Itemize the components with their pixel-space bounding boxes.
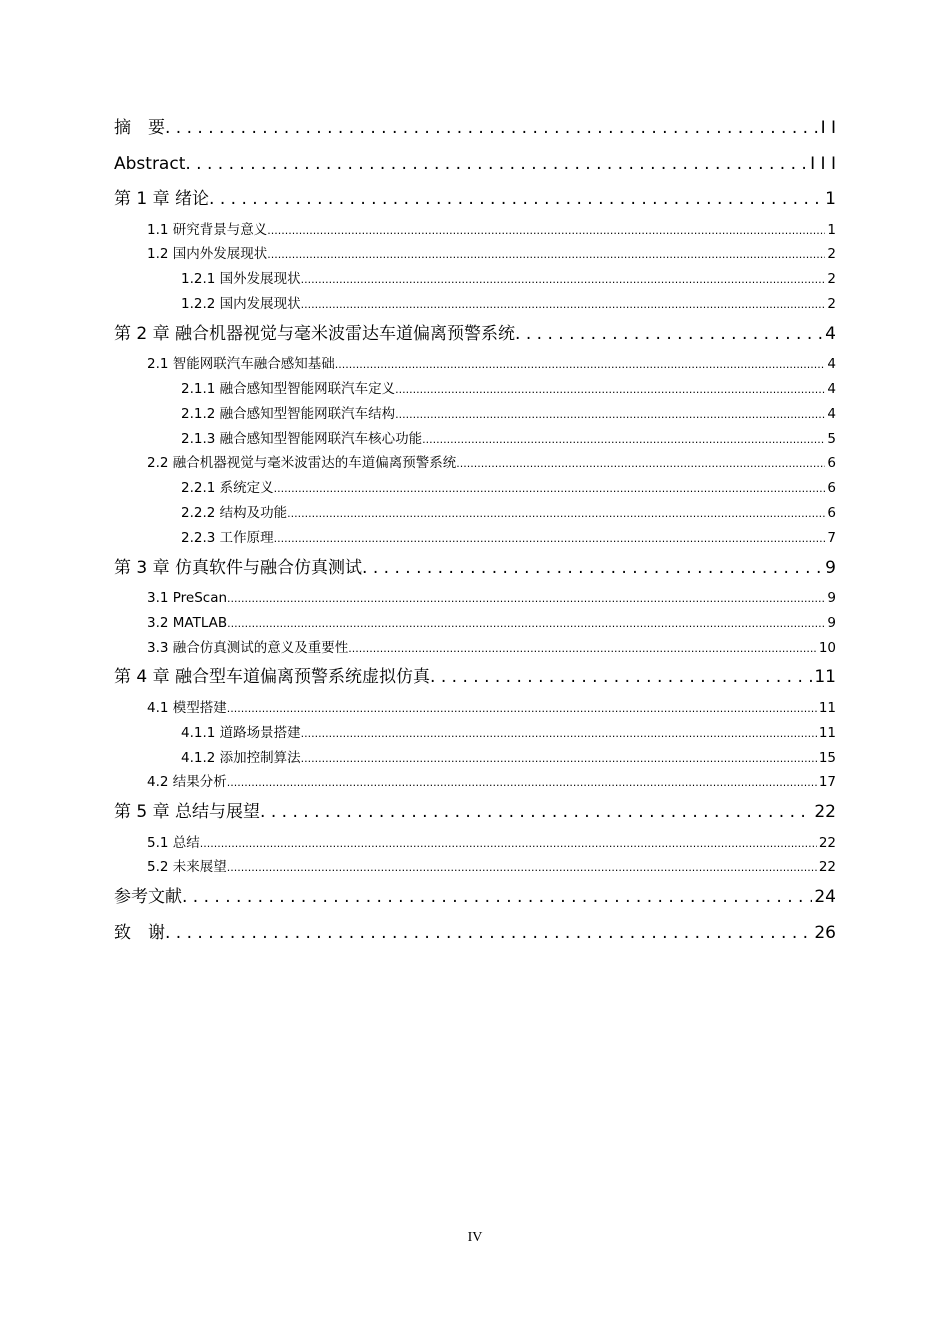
dot-leader <box>227 611 825 637</box>
toc-entry-title: 4.1.1 道路场景搭建 <box>181 724 301 741</box>
toc-entry-title: 3.2 MATLAB <box>147 614 228 631</box>
toc-entry-title: 2.1.3 融合感知型智能网联汽车核心功能 <box>181 430 423 447</box>
toc-entry[interactable] <box>114 427 836 452</box>
toc-entry[interactable] <box>114 636 836 661</box>
toc-entry[interactable] <box>114 451 836 476</box>
dot-leader <box>182 880 812 916</box>
dot-leader <box>165 916 812 952</box>
dot-leader <box>456 451 825 477</box>
toc-entry-page: 4 <box>827 405 836 422</box>
dot-leader <box>301 721 817 747</box>
toc-entry[interactable] <box>114 182 836 218</box>
toc-entry-title: 2.1 智能网联汽车融合感知基础 <box>147 356 335 373</box>
toc-entry-title: 2.2.1 系统定义 <box>181 480 274 497</box>
toc-entry-page: 6 <box>827 504 836 521</box>
dot-leader <box>335 352 826 378</box>
toc-entry-title: Abstract <box>114 153 186 174</box>
toc-entry-title: 2.2.2 结构及功能 <box>181 504 288 521</box>
toc-entry[interactable] <box>114 611 836 636</box>
toc-entry-page: 2 <box>827 246 836 263</box>
toc-entry-page: 17 <box>818 774 836 791</box>
toc-entry-page: 9 <box>827 590 836 607</box>
toc-entry[interactable] <box>114 855 836 880</box>
toc-entry[interactable] <box>114 721 836 746</box>
dot-leader <box>395 377 825 403</box>
dot-leader <box>267 218 825 244</box>
toc-entry-page: 24 <box>814 887 836 908</box>
toc-entry-page: 11 <box>814 667 836 688</box>
toc-entry-title: 2.2.3 工作原理 <box>181 529 274 546</box>
toc-entry-title: 5.2 未来展望 <box>147 859 227 876</box>
toc-entry-page: 11 <box>818 699 836 716</box>
toc-entry[interactable] <box>114 696 836 721</box>
toc-entry[interactable] <box>114 147 836 183</box>
toc-entry[interactable] <box>114 526 836 551</box>
dot-leader <box>227 696 817 722</box>
toc-entry[interactable] <box>114 916 836 952</box>
dot-leader <box>260 795 812 831</box>
toc-entry[interactable] <box>114 746 836 771</box>
dot-leader <box>274 476 826 502</box>
toc-entry-title: 4.1.2 添加控制算法 <box>181 749 301 766</box>
toc-entry-page: 26 <box>814 922 836 943</box>
toc-entry-page: 22 <box>818 834 836 851</box>
toc-entry-page: I I I <box>810 153 836 174</box>
toc-entry[interactable] <box>114 476 836 501</box>
toc-entry-page: 5 <box>827 430 836 447</box>
toc-entry[interactable] <box>114 317 836 353</box>
dot-leader <box>185 147 808 183</box>
toc-entry-page: 22 <box>818 859 836 876</box>
toc-entry-title: 2.1.2 融合感知型智能网联汽车结构 <box>181 405 396 422</box>
toc-entry[interactable] <box>114 218 836 243</box>
toc-entry[interactable] <box>114 795 836 831</box>
page-number-footer: IV <box>467 1230 483 1245</box>
toc-entry-title: 3.1 PreScan <box>147 590 228 607</box>
toc-entry-page: 2 <box>827 295 836 312</box>
toc-entry-title: 第 5 章 总结与展望 <box>114 802 261 823</box>
toc-entry[interactable] <box>114 831 836 856</box>
toc-entry-page: 9 <box>827 614 836 631</box>
dot-leader <box>209 182 823 218</box>
toc-entry-title: 4.2 结果分析 <box>147 774 227 791</box>
toc-entry-title: 2.1.1 融合感知型智能网联汽车定义 <box>181 380 396 397</box>
dot-leader <box>287 501 825 527</box>
dot-leader <box>227 855 817 881</box>
dot-leader <box>430 660 812 696</box>
toc-entry-title: 1.2 国内外发展现状 <box>147 246 268 263</box>
toc-entry[interactable] <box>114 242 836 267</box>
toc-entry-page: 2 <box>827 271 836 288</box>
toc-entry-title: 5.1 总结 <box>147 834 200 851</box>
toc-entry-page: 7 <box>827 529 836 546</box>
toc-entry[interactable] <box>114 880 836 916</box>
dot-leader <box>301 746 817 772</box>
dot-leader <box>301 267 826 293</box>
toc-entry-title: 参考文献 <box>114 887 182 908</box>
toc-entry[interactable] <box>114 267 836 292</box>
toc-entry-page: 15 <box>818 749 836 766</box>
dot-leader <box>395 402 825 428</box>
toc-entry-page: 6 <box>827 480 836 497</box>
dot-leader <box>227 586 825 612</box>
toc-entry-title: 1.2.1 国外发展现状 <box>181 271 301 288</box>
toc-entry-page: 11 <box>818 724 836 741</box>
toc-entry-title: 3.3 融合仿真测试的意义及重要性 <box>147 639 349 656</box>
toc-entry[interactable] <box>114 402 836 427</box>
dot-leader <box>227 770 817 796</box>
dot-leader <box>515 317 823 353</box>
toc-entry-page: 22 <box>814 802 836 823</box>
toc-entry-title: 致 谢 <box>114 922 165 943</box>
toc-entry-page: 6 <box>827 455 836 472</box>
toc-entry[interactable] <box>114 352 836 377</box>
toc-entry-page: 4 <box>827 356 836 373</box>
toc-entry-title: 2.2 融合机器视觉与毫米波雷达的车道偏离预警系统 <box>147 455 457 472</box>
toc-entry[interactable] <box>114 586 836 611</box>
toc-entry[interactable] <box>114 111 836 147</box>
dot-leader <box>348 636 817 662</box>
toc-entry-title: 第 2 章 融合机器视觉与毫米波雷达车道偏离预警系统 <box>114 323 516 344</box>
toc-entry-title: 摘 要 <box>114 118 165 138</box>
table-of-contents <box>114 111 836 951</box>
toc-entry-title: 1.2.2 国内发展现状 <box>181 295 301 312</box>
toc-entry[interactable] <box>114 770 836 795</box>
toc-entry-title: 1.1 研究背景与意义 <box>147 221 268 238</box>
dot-leader <box>301 292 826 318</box>
toc-entry-page: 10 <box>818 639 836 656</box>
toc-entry-page: 4 <box>825 323 836 344</box>
dot-leader <box>165 111 819 147</box>
dot-leader <box>200 831 817 857</box>
dot-leader <box>422 427 825 453</box>
toc-entry-title: 第 4 章 融合型车道偏离预警系统虚拟仿真 <box>114 667 431 688</box>
toc-entry-page: 1 <box>827 221 836 238</box>
toc-entry-page: 9 <box>825 557 836 578</box>
toc-entry[interactable] <box>114 292 836 317</box>
toc-entry[interactable] <box>114 660 836 696</box>
toc-entry-title: 第 3 章 仿真软件与融合仿真测试 <box>114 557 363 578</box>
toc-entry-title: 4.1 模型搭建 <box>147 699 227 716</box>
toc-entry[interactable] <box>114 551 836 587</box>
dot-leader <box>362 551 823 587</box>
toc-entry[interactable] <box>114 501 836 526</box>
toc-entry-page: 4 <box>827 380 836 397</box>
dot-leader <box>267 242 825 268</box>
toc-entry[interactable] <box>114 377 836 402</box>
toc-entry-page: I I <box>820 118 836 138</box>
dot-leader <box>274 526 826 552</box>
toc-entry-title: 第 1 章 绪论 <box>114 189 210 209</box>
toc-entry-page: 1 <box>825 189 836 209</box>
